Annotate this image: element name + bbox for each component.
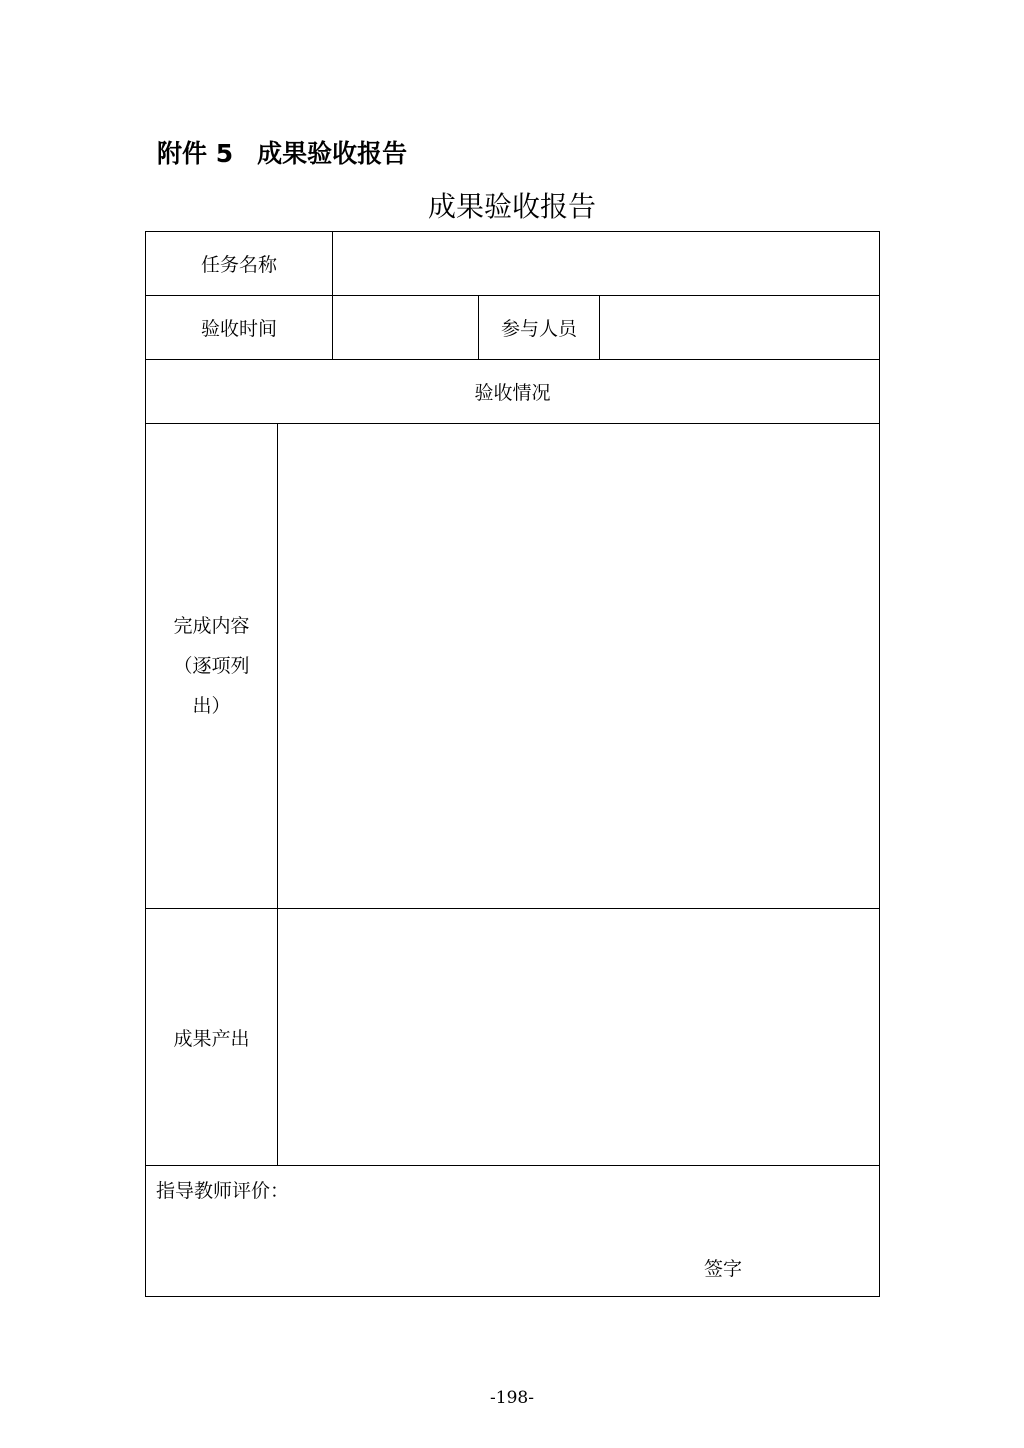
completed-content-field[interactable]: [278, 424, 880, 909]
acceptance-report-table: [145, 231, 880, 1297]
attachment-number: 附件 5: [157, 139, 234, 168]
signature-label: 签字: [704, 1258, 743, 1280]
task-name-label: 任务名称: [146, 232, 333, 296]
completed-content-label-line2: （逐项列: [173, 655, 250, 677]
instructor-comment-label: 指导教师评价：: [156, 1180, 290, 1202]
time-participants-row: [146, 296, 880, 360]
task-name-row: [146, 232, 880, 296]
participants-field[interactable]: [600, 296, 880, 360]
acceptance-status-row: [146, 360, 880, 424]
completed-content-row: [146, 424, 880, 909]
participants-label: 参与人员: [479, 296, 600, 360]
completed-content-label: [146, 424, 278, 909]
acceptance-status-header: 验收情况: [146, 360, 880, 424]
instructor-comment-row: [146, 1166, 880, 1297]
task-name-field[interactable]: [333, 232, 880, 296]
outputs-field[interactable]: [278, 909, 880, 1166]
completed-content-label-line3: 出）: [192, 695, 231, 717]
outputs-label: 成果产出: [146, 909, 278, 1166]
acceptance-time-label: 验收时间: [146, 296, 333, 360]
completed-content-label-line1: 完成内容: [173, 615, 250, 637]
page-number: -198-: [490, 1388, 534, 1408]
acceptance-time-field[interactable]: [333, 296, 479, 360]
attachment-heading: [157, 134, 407, 170]
instructor-comment-field[interactable]: [146, 1166, 880, 1297]
document-title: 成果验收报告: [427, 190, 596, 223]
attachment-name: 成果验收报告: [257, 139, 408, 168]
outputs-row: [146, 909, 880, 1166]
